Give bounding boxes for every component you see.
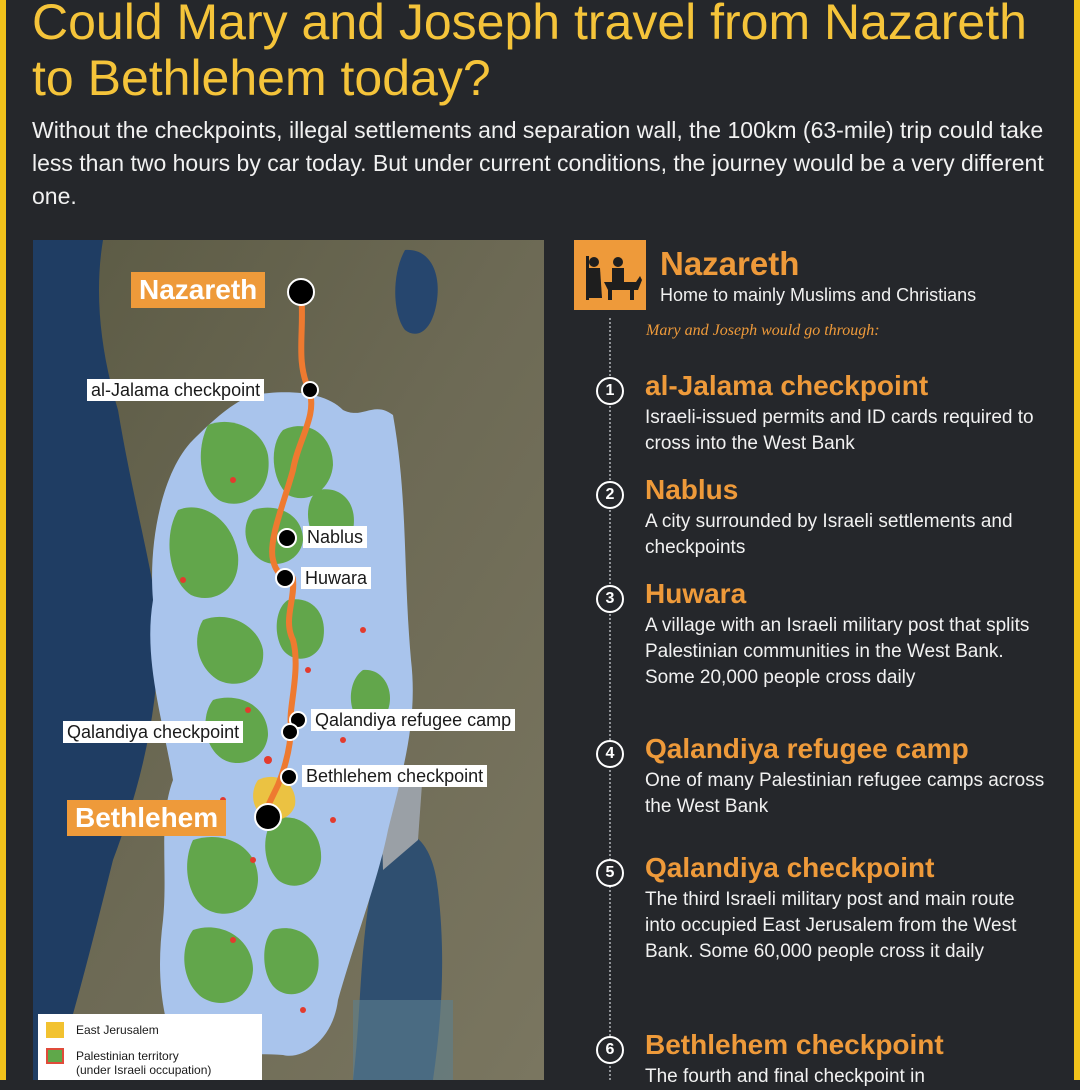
stop-title: Nablus: [645, 474, 739, 505]
point-al-jalama: [302, 382, 318, 398]
legend-swatch-green: [46, 1048, 64, 1064]
stop-item: [645, 851, 1045, 965]
point-bethlehem: [255, 804, 281, 830]
stop-title: Huwara: [645, 578, 747, 609]
frame-left: [0, 0, 6, 1080]
step-number: 1: [596, 377, 624, 405]
stop-description: The fourth and final checkpoint in: [645, 1066, 925, 1087]
stop-item: [645, 577, 1045, 691]
legend-label: East Jerusalem: [76, 1023, 159, 1037]
legend-label: Palestinian territory (under Israeli occupation): [76, 1049, 212, 1077]
stop-title: Qalandiya refugee camp: [645, 733, 969, 764]
qalandiya-checkpoint-map-label: Qalandiya checkpoint: [63, 721, 243, 743]
nazareth-map-label: Nazareth: [131, 272, 265, 308]
stop-item: [645, 473, 1045, 561]
map-legend: [38, 1014, 262, 1080]
bethlehem-checkpoint-map-label: Bethlehem checkpoint: [302, 765, 487, 787]
satellite-map: [33, 240, 544, 1080]
stop-item: [645, 1028, 1045, 1090]
stop-item: [645, 732, 1045, 820]
mary-joseph-donkey-icon: [574, 240, 646, 310]
page-title: Could Mary and Joseph travel from Nazareth to Bethlehem today?: [32, 0, 1027, 106]
stop-description: A village with an Israeli military post that splits Palestinian communities in the West Bank. Some 20,000 people cross daily: [645, 615, 1030, 688]
qalandiya-camp-map-label: Qalandiya refugee camp: [311, 709, 515, 731]
point-bethlehem-checkpoint: [281, 769, 297, 785]
al-jalama-map-label: al-Jalama checkpoint: [87, 379, 264, 401]
stop-description: A city surrounded by Israeli settlements and checkpoints: [645, 511, 1013, 558]
frame-right: [1074, 0, 1080, 1080]
bethlehem-map-label: Bethlehem: [67, 800, 226, 836]
point-huwara: [276, 569, 294, 587]
timeline-line: [609, 318, 611, 1080]
stop-title: Bethlehem checkpoint: [645, 1029, 944, 1060]
point-nazareth: [288, 279, 314, 305]
stop-title: Qalandiya checkpoint: [645, 852, 935, 883]
step-number: 3: [596, 585, 624, 613]
intro-text: Without the checkpoints, illegal settlements and separation wall, the 100km (63-mile) trip could take less than two hours by car today. But under current conditions, the journey would be a very different one.: [32, 117, 1044, 209]
step-number: 6: [596, 1036, 624, 1064]
huwara-map-label: Huwara: [301, 567, 371, 589]
stop-description: One of many Palestinian refugee camps across the West Bank: [645, 770, 1045, 817]
point-nablus: [278, 529, 296, 547]
legend-swatch-yellow: [46, 1022, 64, 1038]
route-map: [33, 240, 544, 1080]
nazareth-title: Nazareth: [660, 245, 800, 282]
stop-description: Israeli-issued permits and ID cards required to cross into the West Bank: [645, 407, 1034, 454]
point-qalandiya-checkpoint: [282, 724, 298, 740]
nazareth-subtitle: Home to mainly Muslims and Christians: [660, 285, 977, 305]
salt-pans: [353, 1000, 453, 1080]
step-number: 5: [596, 859, 624, 887]
step-number: 4: [596, 740, 624, 768]
nablus-map-label: Nablus: [303, 526, 367, 548]
stop-description: The third Israeli military post and main route into occupied East Jerusalem from the West Bank. Some 60,000 people cross it daily: [645, 889, 1017, 962]
stop-item: [645, 369, 1045, 457]
stop-title: al-Jalama checkpoint: [645, 370, 929, 401]
through-label: Mary and Joseph would go through:: [646, 322, 880, 339]
step-number: 2: [596, 481, 624, 509]
